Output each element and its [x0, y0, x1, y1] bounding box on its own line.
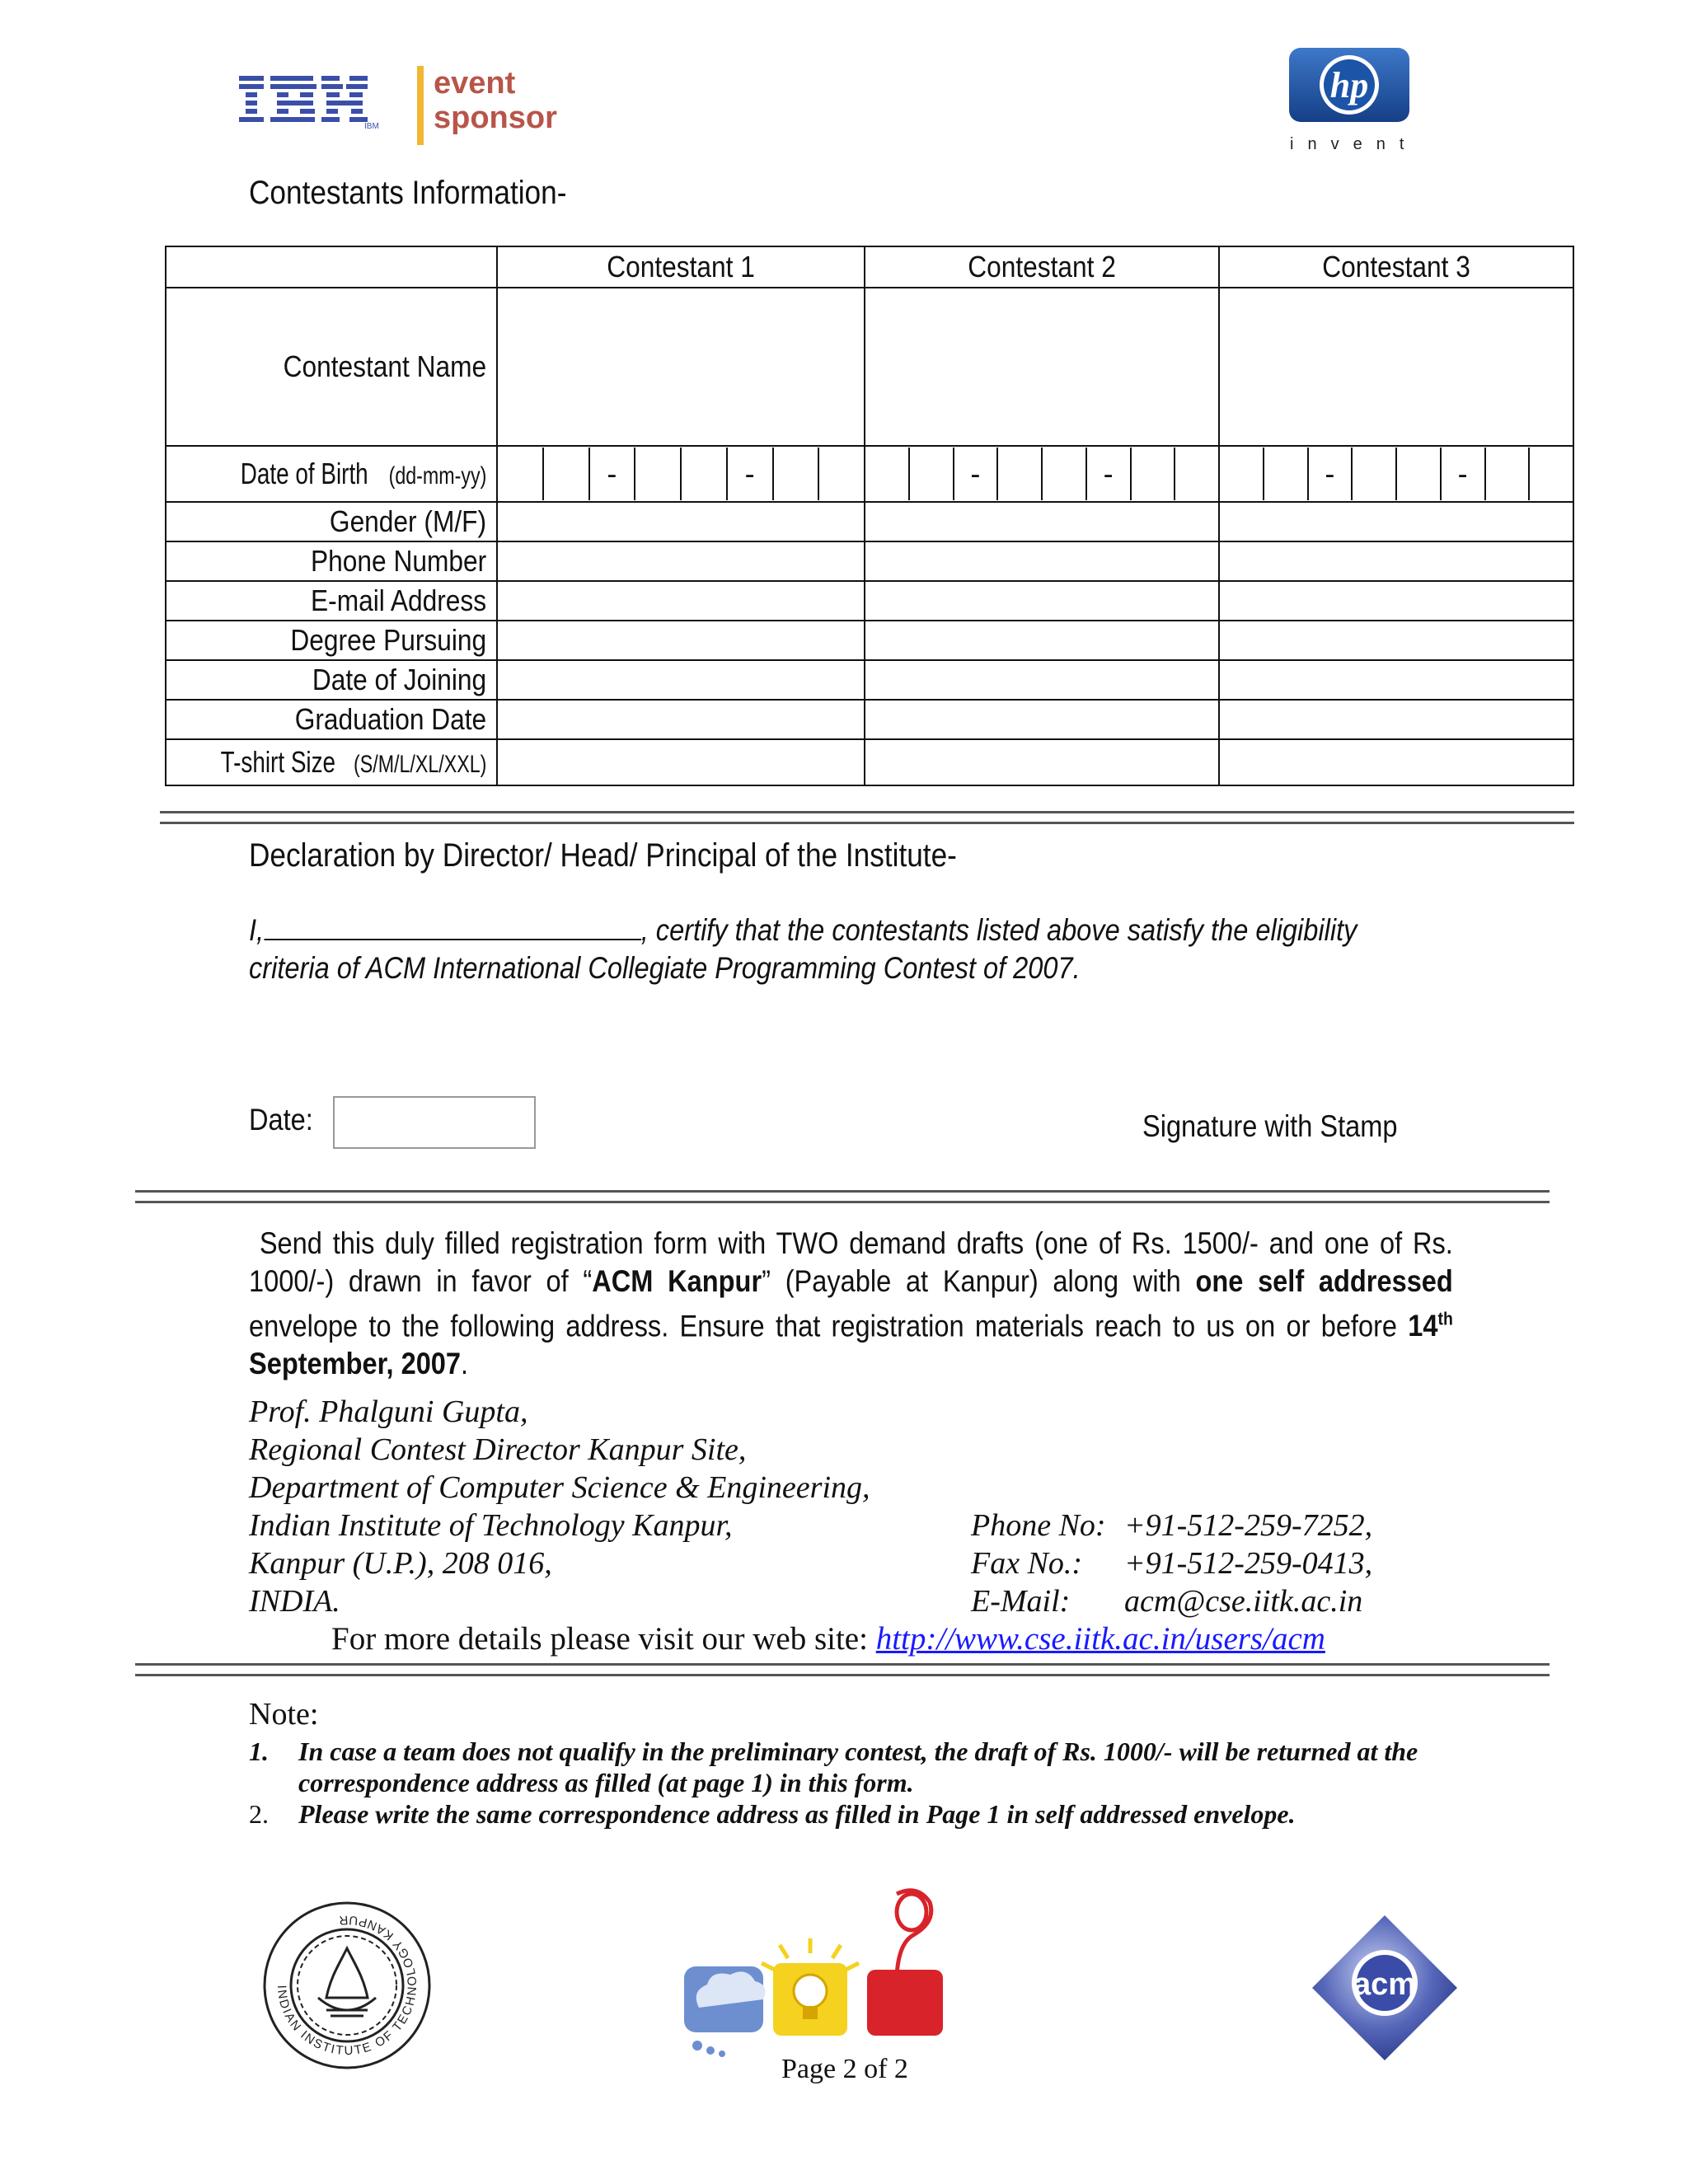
- event-mascot-logo: [682, 1884, 946, 2074]
- hp-logo: [1287, 46, 1413, 129]
- tshirt-cell-contestant-1[interactable]: [497, 739, 865, 785]
- email-cell-contestant-2[interactable]: [865, 581, 1219, 621]
- sponsor-line1: event: [434, 66, 516, 101]
- address-line: Indian Institute of Technology Kanpur,: [249, 1508, 733, 1543]
- ibm-logo: [239, 76, 379, 131]
- fax-number: +91-512-259-0413,: [1124, 1546, 1373, 1581]
- event-sponsor-label: [434, 66, 557, 135]
- column-header-contestant-3: Contestant 3: [1219, 246, 1573, 288]
- column-header-contestant-2: Contestant 2: [865, 246, 1219, 288]
- table-row: [166, 700, 1573, 739]
- row-label-date-of-birth: Date of Birth (dd-mm-yy): [166, 446, 497, 502]
- hp-logo-text: hp: [1329, 65, 1369, 105]
- graduation-cell-contestant-3[interactable]: [1219, 700, 1573, 739]
- acm-logo-text: acm: [1353, 1967, 1417, 2002]
- sponsor-line2: sponsor: [434, 101, 557, 135]
- address-line: Kanpur (U.P.), 208 016,: [249, 1546, 552, 1581]
- envelope-emphasis: one self addressed: [1195, 1264, 1453, 1298]
- date-input-box[interactable]: [333, 1096, 536, 1149]
- row-label-phone-number: Phone Number: [166, 541, 497, 581]
- dob-cell-contestant-2[interactable]: - -: [865, 446, 1219, 502]
- note-title: Note:: [249, 1697, 319, 1732]
- joining-cell-contestant-2[interactable]: [865, 660, 1219, 700]
- section-divider: [160, 811, 1574, 824]
- section-divider: [135, 1663, 1550, 1676]
- note-item: 1. In case a team does not qualify in the preliminary contest, the draft of Rs. 1000/- will be returned at the correspondence address as filled (at page 1) in this form.: [249, 1736, 1418, 1797]
- address-line: Department of Computer Science & Engineering,: [249, 1470, 870, 1505]
- row-label-degree-pursuing: Degree Pursuing: [166, 621, 497, 660]
- table-header-row: [166, 246, 1573, 288]
- name-cell-contestant-1[interactable]: [497, 288, 865, 446]
- name-cell-contestant-3[interactable]: [1219, 288, 1573, 446]
- table-row: [166, 621, 1573, 660]
- submission-instructions: Send this duly filled registration form with TWO demand drafts (one of Rs. 1500/- and one of Rs. 1000/-) drawn in favor of “ACM Kanpur” (Payable at Kanpur) along with one self addressed envelope to the following address. Ensure that registration materials reach to us on or before 14th September, 2007.: [249, 1226, 1453, 1381]
- tshirt-cell-contestant-2[interactable]: [865, 739, 1219, 785]
- fax-label: Fax No.:: [971, 1546, 1083, 1581]
- table-row: [166, 739, 1573, 785]
- declaration-line-2: criteria of ACM International Collegiate Programming Contest of 2007.: [249, 951, 1081, 985]
- row-label-tshirt-size: T-shirt Size (S/M/L/XL/XXL): [166, 739, 497, 785]
- row-label-date-of-joining: Date of Joining: [166, 660, 497, 700]
- acm-logo: [1311, 1914, 1459, 2062]
- phone-cell-contestant-2[interactable]: [865, 541, 1219, 581]
- note-item: 2. Please write the same correspondence address as filled in Page 1 in self addressed envelope.: [249, 1799, 1296, 1829]
- iitk-seal-text: INDIAN INSTITUTE OF TECHNOLOGY KANPUR: [274, 1912, 420, 2059]
- contact-values: [1124, 1507, 1372, 1620]
- signature-label: Signature with Stamp: [1142, 1109, 1398, 1143]
- deadline: 14th September, 2007: [249, 1309, 1453, 1381]
- address-line: INDIA.: [249, 1584, 340, 1619]
- joining-cell-contestant-3[interactable]: [1219, 660, 1573, 700]
- column-header-contestant-1: Contestant 1: [497, 246, 865, 288]
- email-address[interactable]: acm@cse.iitk.ac.in: [1124, 1584, 1363, 1619]
- declaration-line-1: I, , certify that the contestants listed above satisfy the eligibility: [249, 913, 1357, 947]
- director-name-blank[interactable]: [264, 914, 641, 940]
- email-cell-contestant-1[interactable]: [497, 581, 865, 621]
- section-divider: [135, 1190, 1550, 1203]
- contact-labels: [971, 1507, 1106, 1620]
- phone-number: +91-512-259-7252,: [1124, 1508, 1373, 1543]
- address-line: Prof. Phalguni Gupta,: [249, 1394, 528, 1429]
- degree-cell-contestant-1[interactable]: [497, 621, 865, 660]
- payee-name: ACM Kanpur: [592, 1264, 762, 1298]
- red-balloon-block: [867, 1970, 943, 2036]
- phone-label: Phone No:: [971, 1508, 1106, 1543]
- svg-text:INDIAN INSTITUTE OF TECHNOLOGY: [274, 1913, 420, 2058]
- gender-cell-contestant-1[interactable]: [497, 502, 865, 541]
- row-label-gender: Gender (M/F): [166, 502, 497, 541]
- phone-cell-contestant-3[interactable]: [1219, 541, 1573, 581]
- address-line: Regional Contest Director Kanpur Site,: [249, 1432, 747, 1467]
- tshirt-cell-contestant-3[interactable]: [1219, 739, 1573, 785]
- declaration-title: Declaration by Director/ Head/ Principal of the Institute-: [249, 837, 957, 874]
- mailing-address: [249, 1393, 870, 1620]
- notes-list: [249, 1736, 1452, 1830]
- dob-cell-contestant-1[interactable]: - -: [497, 446, 865, 502]
- joining-cell-contestant-1[interactable]: [497, 660, 865, 700]
- row-label-contestant-name: Contestant Name: [166, 288, 497, 446]
- header-blank-cell: [166, 246, 497, 288]
- hp-tagline: invent: [1290, 135, 1418, 153]
- contestants-title: Contestants Information-: [249, 175, 567, 211]
- degree-cell-contestant-3[interactable]: [1219, 621, 1573, 660]
- email-label: E-Mail:: [971, 1584, 1071, 1619]
- graduation-cell-contestant-1[interactable]: [497, 700, 865, 739]
- website-link[interactable]: http://www.cse.iitk.ac.in/users/acm: [875, 1621, 1325, 1657]
- table-row: [166, 541, 1573, 581]
- row-label-email-address: E-mail Address: [166, 581, 497, 621]
- table-row: [166, 660, 1573, 700]
- gender-cell-contestant-3[interactable]: [1219, 502, 1573, 541]
- ibm-logo-text: IBM: [364, 122, 379, 131]
- contestants-table: [165, 246, 1574, 786]
- table-row: [166, 446, 1573, 502]
- iitk-seal-logo: [260, 1899, 434, 2072]
- table-row: [166, 581, 1573, 621]
- table-row: [166, 502, 1573, 541]
- name-cell-contestant-2[interactable]: [865, 288, 1219, 446]
- page-number: Page 2 of 2: [781, 2054, 908, 2084]
- dob-cell-contestant-3[interactable]: - -: [1219, 446, 1573, 502]
- sponsor-divider: [417, 66, 424, 145]
- graduation-cell-contestant-2[interactable]: [865, 700, 1219, 739]
- table-row: [166, 288, 1573, 446]
- email-cell-contestant-3[interactable]: [1219, 581, 1573, 621]
- phone-cell-contestant-1[interactable]: [497, 541, 865, 581]
- row-label-graduation-date: Graduation Date: [166, 700, 497, 739]
- website-line: For more details please visit our web site: http://www.cse.iitk.ac.in/users/acm: [331, 1621, 1325, 1657]
- degree-cell-contestant-2[interactable]: [865, 621, 1219, 660]
- date-label: Date:: [249, 1103, 313, 1137]
- gender-cell-contestant-2[interactable]: [865, 502, 1219, 541]
